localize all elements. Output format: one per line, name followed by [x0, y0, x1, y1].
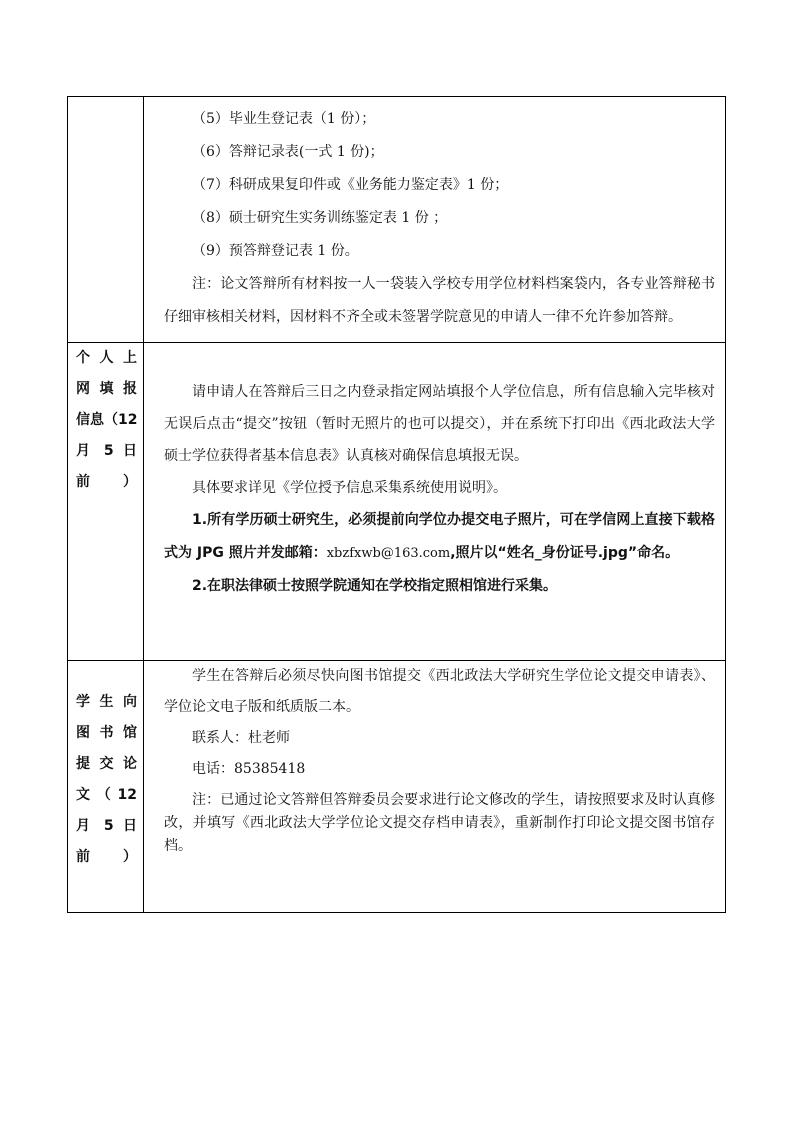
material-item-8: （8）硕士研究生实务训练鉴定表 1 份 ； — [192, 210, 448, 226]
row-materials — [68, 97, 725, 343]
label-line: 前） — [76, 849, 137, 865]
label-cell-empty — [68, 97, 144, 342]
photo-naming-text: ,照片以“姓名_身份证号.jpg”命名。 — [450, 545, 680, 561]
material-item-5: （5）毕业生登记表（1 份）； — [192, 111, 376, 127]
label-line: 月 5 日 — [76, 818, 137, 834]
materials-note: 注：论文答辩所有材料按一人一袋装入学校专用学位材料档案袋内，各专业答辩秘书仔细审核相关材料，因材料不齐全或未签署学院意见的申请人一律不允许参加答辩。 — [164, 276, 715, 325]
row-library — [68, 661, 725, 912]
inservice-photo-requirement: 2.在职法律硕士按照学院通知在学校指定照相馆进行采集。 — [192, 578, 558, 594]
label-line: 提 交 论 — [76, 756, 137, 772]
online-reference: 具体要求详见《学位授予信息采集系统使用说明》。 — [192, 480, 507, 496]
label-line: 个 人 上 — [76, 350, 137, 366]
label-line: 文 （ 12 — [76, 787, 137, 803]
requirements-table — [67, 96, 726, 913]
library-submission: 学生在答辩后必须尽快向图书馆提交《西北政法大学研究生学位论文提交申请表》、学位论文电子版和纸质版二本。 — [164, 668, 715, 715]
label-line: 学 生 向 — [76, 694, 137, 710]
online-instructions: 请申请人在答辩后三日之内登录指定网站填报个人学位信息，所有信息输入完毕核对无误后点击“提交”按钮（暂时无照片的也可以提交），并在系统下打印出《西北政法大学硕士学位获得者基本信息表》认真核对确保信息填报无误。 — [164, 384, 715, 464]
library-phone: 电话：85385418 — [192, 761, 306, 777]
label-line: 月 5 日 — [76, 443, 137, 459]
library-note: 注：已通过论文答辩但答辩委员会要求进行论文修改的学生，请按照要求及时认真修改，并填写《西北政法大学学位论文提交存档申请表》，重新制作打印论文提交图书馆存档。 — [164, 792, 715, 854]
photo-requirement-text: 1.所有学历硕士研究生，必须提前向学位办提交电子照片，可在学信网上直接下载格式为 JPG 照片并发邮箱： — [164, 512, 715, 561]
materials-content — [144, 97, 725, 342]
library-contact: 联系人：杜老师 — [192, 730, 290, 746]
material-item-6: （6）答辩记录表(一式 1 份)； — [192, 144, 384, 160]
photo-requirement — [164, 504, 715, 570]
material-item-9: （9）预答辩登记表 1 份。 — [192, 243, 359, 259]
email-address: xbzfxwb@163.com — [326, 546, 451, 561]
library-label — [68, 661, 144, 912]
label-line: 网 填 报 — [76, 381, 137, 397]
row-online-info — [68, 343, 725, 661]
label-line: 图 书 馆 — [76, 725, 137, 741]
library-content — [144, 661, 725, 912]
online-info-label — [68, 343, 144, 660]
online-info-content — [144, 343, 725, 660]
label-line: 前） — [76, 474, 137, 490]
label-line: 信息（12 — [76, 412, 138, 428]
material-item-7: （7）科研成果复印件或《业务能力鉴定表》1 份； — [192, 177, 509, 193]
